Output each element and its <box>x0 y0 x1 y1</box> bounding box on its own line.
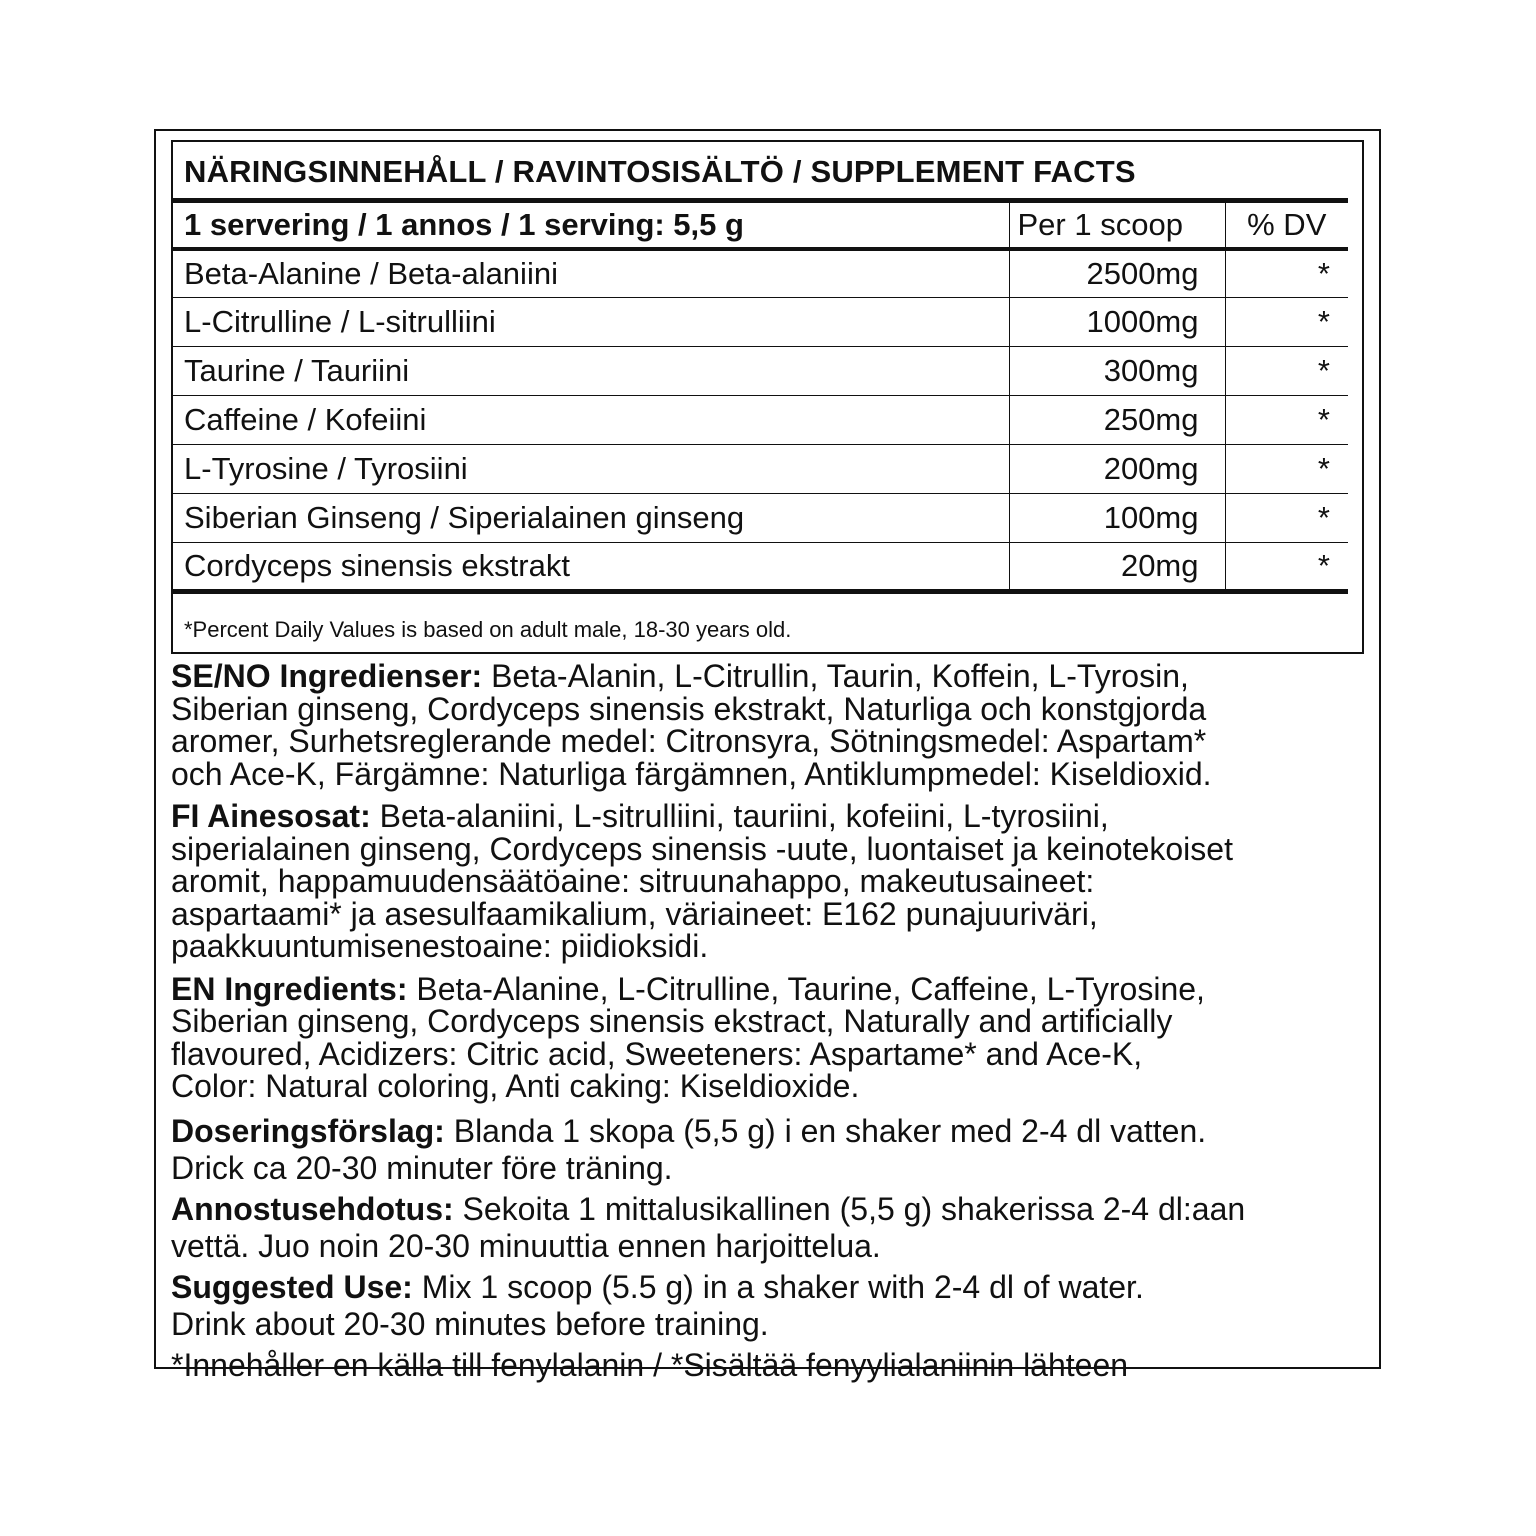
ingredient-dv: * <box>1225 249 1348 298</box>
usage-en-label: Suggested Use: <box>171 1268 413 1305</box>
usage-fi <box>171 1191 1371 1265</box>
ingredients-se <box>171 660 1371 790</box>
daily-value-footnote: *Percent Daily Values is based on adult male, 18-30 years old. <box>184 617 792 642</box>
supplement-facts-panel <box>171 140 1364 654</box>
ingredients-en-line: Beta-Alanine, L-Citrulline, Taurine, Caffeine, L-Tyrosine, <box>407 970 1205 1007</box>
ingredients-section <box>171 660 1371 1384</box>
ingredients-fi-line: Beta-alaniini, L-sitrulliini, tauriini, kofeiini, L-tyrosiini, <box>370 798 1109 834</box>
ingredients-se-line: Beta-Alanin, L-Citrullin, Taurin, Koffein, L-Tyrosin, <box>482 658 1189 694</box>
table-row <box>173 494 1348 543</box>
ingredient-amount: 300mg <box>1009 347 1225 396</box>
usage-se-line: Drick ca 20-30 minuter före träning. <box>171 1149 673 1186</box>
table-row <box>173 543 1348 592</box>
ingredient-dv: * <box>1225 494 1348 543</box>
table-row <box>173 396 1348 445</box>
ingredient-name: L-Citrulline / L-sitrulliini <box>173 298 1009 347</box>
ingredients-en-line: Color: Natural coloring, Anti caking: Kiseldioxide. <box>171 1068 860 1104</box>
usage-en-line: Drink about 20-30 minutes before training. <box>171 1305 769 1342</box>
ingredient-dv: * <box>1225 298 1348 347</box>
usage-se-line: Blanda 1 skopa (5,5 g) i en shaker med 2-4 dl vatten. <box>444 1112 1207 1149</box>
ingredients-en <box>171 970 1371 1104</box>
ingredients-en-line: Siberian ginseng, Cordyceps sinensis ekstract, Naturally and artificially <box>171 1003 1173 1039</box>
usage-en-line: Mix 1 scoop (5.5 g) in a shaker with 2-4 dl of water. <box>412 1268 1144 1305</box>
ingredients-en-line: flavoured, Acidizers: Citric acid, Sweeteners: Aspartame* and Ace-K, <box>171 1035 1143 1072</box>
ingredient-amount: 100mg <box>1009 494 1225 543</box>
ingredient-amount: 1000mg <box>1009 298 1225 347</box>
ingredients-se-line: och Ace-K, Färgämne: Naturliga färgämnen, Antiklumpmedel: Kiseldioxid. <box>171 755 1212 792</box>
ingredients-fi <box>171 800 1371 963</box>
usage-fi-line: Sekoita 1 mittalusikallinen (5,5 g) shakerissa 2-4 dl:aan <box>453 1190 1246 1227</box>
table-row <box>173 249 1348 298</box>
ingredients-fi-line: aspartaami* ja asesulfaamikalium, väriaineet: E162 punajuuriväri, <box>171 895 1098 932</box>
ingredients-se-line: Siberian ginseng, Cordyceps sinensis ekstrakt, Naturliga och konstgjorda <box>171 690 1207 727</box>
ingredients-en-label: EN Ingredients: <box>171 970 408 1007</box>
table-row <box>173 347 1348 396</box>
table-row <box>173 445 1348 494</box>
ingredient-name: Beta-Alanine / Beta-alaniini <box>173 249 1009 298</box>
ingredients-se-label: SE/NO Ingredienser: <box>171 658 483 694</box>
ingredients-fi-line: paakkuuntumisenestoaine: piidioksidi. <box>171 928 709 964</box>
facts-title: NÄRINGSINNEHÅLL / RAVINTOSISÄLTÖ / SUPPLEMENT FACTS <box>184 154 1136 189</box>
usage-fi-label: Annostusehdotus: <box>171 1190 454 1227</box>
ingredients-fi-line: siperialainen ginseng, Cordyceps sinensis -uute, luontaiset ja keinotekoiset <box>171 830 1233 867</box>
facts-header-row <box>173 201 1348 249</box>
serving-size-label: 1 servering / 1 annos / 1 serving: 5,5 g <box>173 201 1009 249</box>
ingredients-fi-line: aromit, happamuudensäätöaine: sitruunahappo, makeutusaineet: <box>171 863 1095 899</box>
daily-value-header: % DV <box>1225 201 1348 249</box>
ingredient-amount: 250mg <box>1009 396 1225 445</box>
ingredients-fi-label: FI Ainesosat: <box>171 798 371 834</box>
usage-se <box>171 1113 1371 1187</box>
ingredient-dv: * <box>1225 347 1348 396</box>
ingredient-name: Cordyceps sinensis ekstrakt <box>173 543 1009 592</box>
ingredient-name: L-Tyrosine / Tyrosiini <box>173 445 1009 494</box>
ingredient-name: Siberian Ginseng / Siperialainen ginseng <box>173 494 1009 543</box>
usage-fi-line: vettä. Juo noin 20-30 minuuttia ennen harjoittelua. <box>171 1227 881 1264</box>
per-scoop-header: Per 1 scoop <box>1009 201 1225 249</box>
ingredient-dv: * <box>1225 396 1348 445</box>
allergy-note: *Innehåller en källa till fenylalanin / *Sisältää fenyylialaniinin lähteen <box>171 1346 1129 1383</box>
ingredient-dv: * <box>1225 445 1348 494</box>
ingredients-se-line: aromer, Surhetsreglerande medel: Citronsyra, Sötningsmedel: Aspartam* <box>171 723 1207 759</box>
usage-se-label: Doseringsförslag: <box>171 1112 445 1149</box>
ingredient-dv: * <box>1225 543 1348 592</box>
ingredient-name: Caffeine / Kofeiini <box>173 396 1009 445</box>
ingredient-amount: 2500mg <box>1009 249 1225 298</box>
usage-en <box>171 1269 1371 1343</box>
ingredient-name: Taurine / Tauriini <box>173 347 1009 396</box>
facts-table <box>173 198 1348 594</box>
ingredient-amount: 20mg <box>1009 543 1225 592</box>
ingredient-amount: 200mg <box>1009 445 1225 494</box>
table-row <box>173 298 1348 347</box>
